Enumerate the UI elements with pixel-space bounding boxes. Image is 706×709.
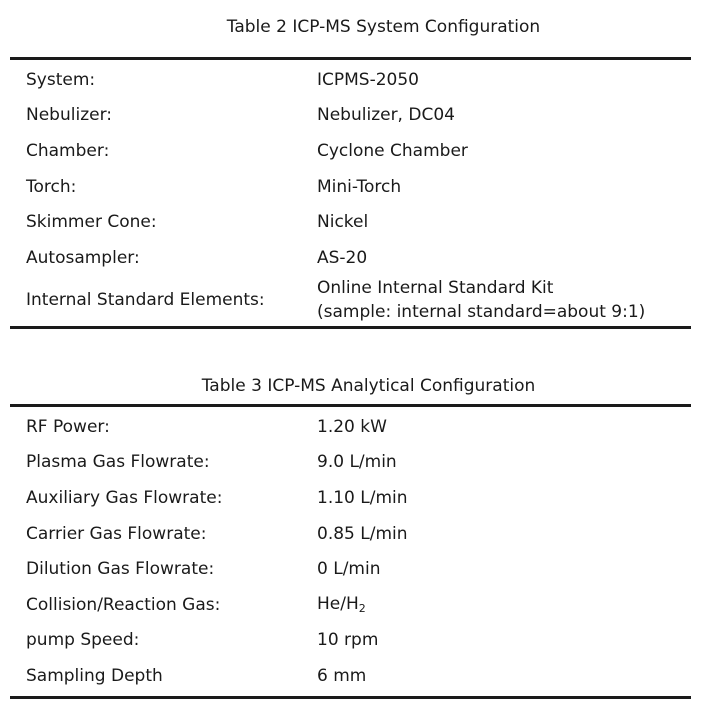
row-value: 1.20 kW <box>317 416 387 437</box>
table-row <box>10 204 691 240</box>
table-row <box>10 240 691 276</box>
row-value: 6 mm <box>317 665 367 686</box>
table-row <box>10 516 691 552</box>
table-row <box>10 480 691 516</box>
row-value: Mini-Torch <box>317 176 402 197</box>
table-body <box>10 60 691 326</box>
table-row <box>10 623 691 659</box>
table-row <box>10 98 691 134</box>
row-value <box>302 594 691 615</box>
row-label: RF Power: <box>26 416 110 437</box>
table-row <box>10 169 691 205</box>
table-row <box>10 276 691 324</box>
row-value: AS-20 <box>317 247 368 268</box>
table-bottom-rule <box>10 696 691 699</box>
row-label: pump Speed: <box>26 630 140 651</box>
row-value-line: (sample: internal standard=about 9:1) <box>317 301 646 322</box>
table-bottom-rule <box>10 326 691 329</box>
table-row <box>10 551 691 587</box>
row-value: Cyclone Chamber <box>317 140 468 161</box>
row-value: 1.10 L/min <box>317 487 408 508</box>
row-label: Sampling Depth <box>26 665 163 686</box>
row-label: Dilution Gas Flowrate: <box>26 559 215 580</box>
table-row <box>10 587 691 623</box>
table-body <box>10 407 691 696</box>
row-label: Skimmer Cone: <box>26 212 157 233</box>
row-label: Carrier Gas Flowrate: <box>26 523 207 544</box>
row-value: Nebulizer, DC04 <box>317 105 455 126</box>
row-value: 0.85 L/min <box>317 523 408 544</box>
row-label: Autosampler: <box>26 247 140 268</box>
row-value: 9.0 L/min <box>317 452 397 473</box>
analytical-configuration-table <box>10 373 691 699</box>
row-label: Auxiliary Gas Flowrate: <box>26 487 223 508</box>
table-row <box>10 658 691 694</box>
row-label: Chamber: <box>26 140 110 161</box>
row-value: 0 L/min <box>317 559 381 580</box>
row-label: Nebulizer: <box>26 105 112 126</box>
row-value: Nickel <box>317 212 369 233</box>
table-caption: Table 3 ICP-MS Analytical Configuration <box>201 376 536 396</box>
formula-subscript: 2 <box>358 602 366 616</box>
table-row <box>10 133 691 169</box>
row-label: Torch: <box>26 176 77 197</box>
table-row <box>10 409 691 445</box>
row-value <box>302 276 691 324</box>
row-label: Internal Standard Elements: <box>26 289 265 310</box>
table-caption: Table 2 ICP-MS System Configuration <box>226 17 541 37</box>
row-value: ICPMS-2050 <box>317 69 419 90</box>
table-row <box>10 62 691 98</box>
row-value-line: Online Internal Standard Kit <box>317 277 554 298</box>
table-row <box>10 445 691 481</box>
system-configuration-table <box>10 14 691 329</box>
row-label: Plasma Gas Flowrate: <box>26 452 210 473</box>
row-value: 10 rpm <box>317 630 379 651</box>
formula-main: He/H <box>317 594 359 615</box>
row-label: System: <box>26 69 96 90</box>
row-label: Collision/Reaction Gas: <box>26 594 221 615</box>
